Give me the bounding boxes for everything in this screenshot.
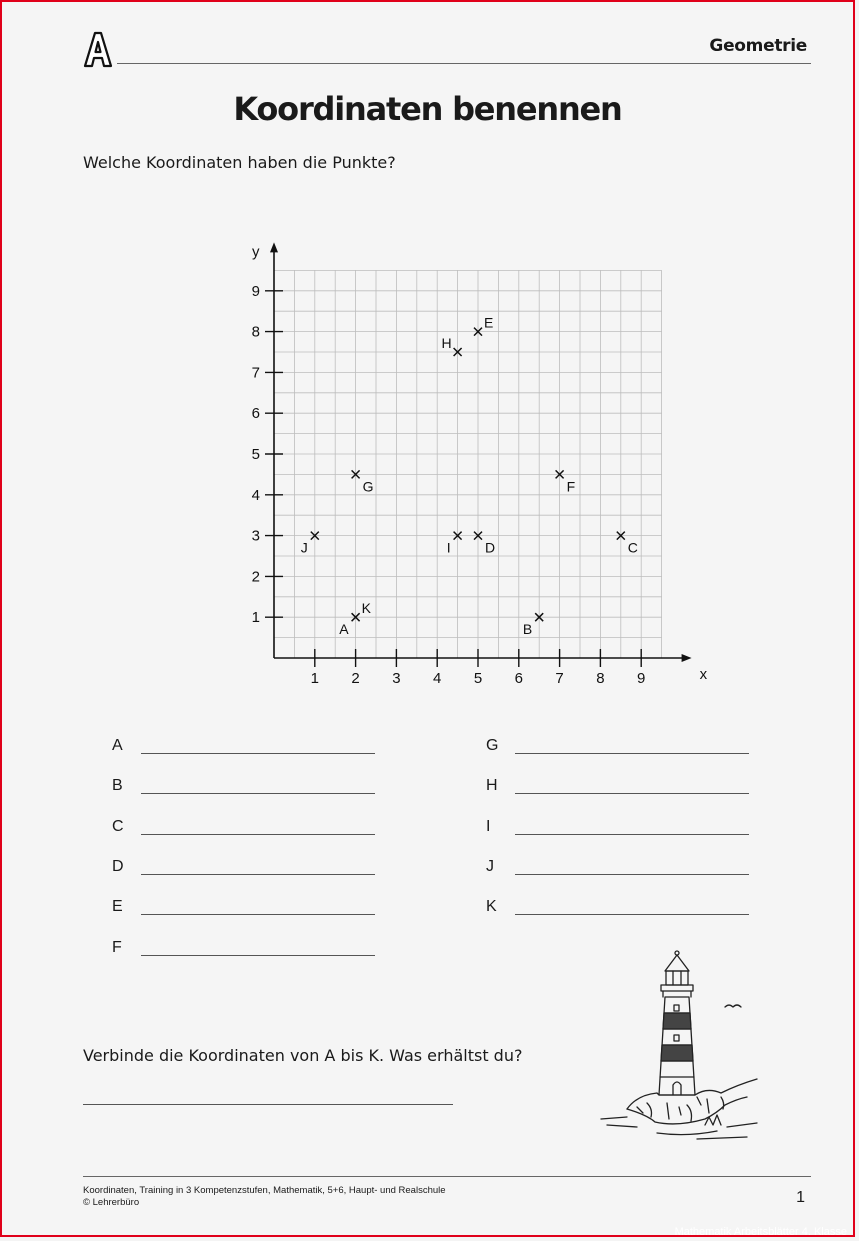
answer-line-h[interactable] — [515, 793, 749, 794]
answer-label-j: J — [486, 857, 494, 875]
answer-line-j[interactable] — [515, 874, 749, 875]
x-tick-label: 7 — [555, 670, 564, 687]
point-label: K — [361, 600, 371, 617]
answer-label-k: K — [486, 898, 497, 916]
answer-label-g: G — [486, 737, 499, 754]
point-label: I — [446, 539, 451, 556]
answer-line-g[interactable] — [515, 753, 749, 754]
watermark-text: Mathematik Arbeitsblätter 4. Klasse — [674, 1226, 847, 1238]
y-tick-label: 5 — [251, 446, 260, 463]
point-label: E — [484, 314, 494, 331]
answer-line-i[interactable] — [515, 834, 749, 835]
question-text: Welche Koordinaten haben die Punkte? — [83, 153, 396, 172]
footer-rule — [83, 1176, 811, 1177]
question2-answer-line[interactable] — [83, 1104, 453, 1105]
y-axis-label: y — [252, 243, 260, 261]
x-tick-label: 6 — [514, 670, 523, 687]
answer-line-b[interactable] — [141, 793, 375, 794]
y-tick-label: 4 — [251, 486, 260, 504]
point-label: J — [300, 539, 308, 556]
answer-line-c[interactable] — [141, 834, 375, 835]
answer-label-f: F — [112, 938, 122, 956]
answer-label-i: I — [486, 817, 491, 835]
y-tick-label: 2 — [251, 568, 260, 586]
footer-line1: Koordinaten, Training in 3 Kompetenzstufen, Mathematik, 5+6, Haupt- und Realschule — [83, 1185, 446, 1196]
answer-label-e: E — [112, 898, 123, 916]
point-label: A — [339, 621, 349, 638]
logo-a-icon — [82, 30, 114, 68]
answer-line-k[interactable] — [515, 914, 749, 915]
y-axis-arrow — [270, 242, 278, 252]
answer-label-b: B — [112, 777, 123, 795]
page-number: 1 — [796, 1189, 805, 1206]
y-tick-label: 6 — [251, 405, 260, 423]
footer-text — [83, 1185, 446, 1209]
answer-label-h: H — [486, 777, 498, 795]
answer-label-c: C — [112, 817, 124, 835]
subject-label: Geometrie — [709, 36, 807, 56]
answer-line-f[interactable] — [141, 955, 375, 956]
x-tick-label: 4 — [433, 670, 442, 687]
x-axis-arrow — [682, 654, 692, 662]
question2-text: Verbinde die Koordinaten von A bis K. Was erhältst du? — [83, 1046, 523, 1065]
answer-label-a: A — [112, 737, 123, 754]
footer-line2: © Lehrerbüro — [83, 1197, 140, 1208]
x-tick-label: 1 — [310, 670, 319, 687]
x-tick-label: 5 — [473, 670, 483, 687]
y-tick-label: 8 — [251, 323, 260, 341]
answer-line-a[interactable] — [141, 753, 375, 754]
point-label: D — [485, 539, 496, 556]
x-axis-label: x — [699, 666, 708, 683]
answer-label-d: D — [112, 857, 124, 875]
y-tick-label: 9 — [251, 282, 260, 300]
header-rule — [117, 63, 811, 64]
x-tick-label: 9 — [637, 670, 646, 687]
point-label: H — [441, 335, 452, 351]
point-label: B — [522, 621, 533, 638]
point-label: F — [566, 478, 576, 495]
coordinate-grid-chart — [232, 227, 708, 692]
x-tick-label: 2 — [351, 670, 360, 687]
point-label: C — [627, 539, 638, 556]
y-tick-label: 7 — [251, 364, 260, 382]
x-tick-label: 8 — [596, 670, 605, 687]
page-title: Koordinaten benennen — [233, 90, 622, 128]
y-tick-label: 1 — [251, 609, 260, 627]
lighthouse-illustration-icon — [597, 947, 767, 1147]
x-tick-label: 3 — [392, 670, 401, 687]
point-label: G — [362, 478, 374, 495]
answer-line-d[interactable] — [141, 874, 375, 875]
answer-line-e[interactable] — [141, 914, 375, 915]
y-tick-label: 3 — [251, 527, 260, 545]
